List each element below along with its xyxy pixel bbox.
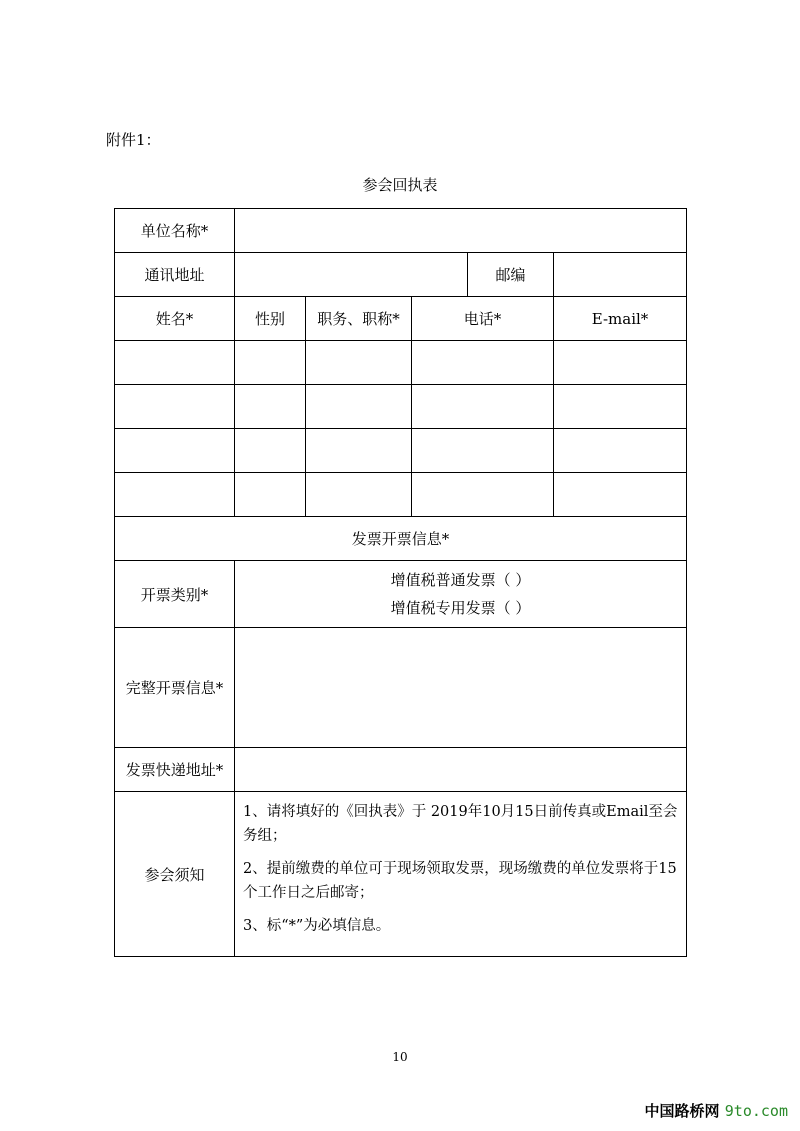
header-position: 职务、职称* bbox=[306, 297, 412, 341]
header-name: 姓名* bbox=[115, 297, 235, 341]
attendee-gender-cell[interactable] bbox=[235, 385, 306, 429]
watermark-text: 中国路桥网 bbox=[644, 1102, 720, 1120]
attendee-phone-cell[interactable] bbox=[412, 473, 554, 517]
attendee-phone-cell[interactable] bbox=[412, 341, 554, 385]
attendee-position-cell[interactable] bbox=[306, 429, 412, 473]
postcode-field[interactable] bbox=[554, 253, 687, 297]
attendee-phone-cell[interactable] bbox=[412, 385, 554, 429]
invoice-full-info-row bbox=[115, 628, 687, 748]
invoice-option-special[interactable]: 增值税专用发票（ ） bbox=[390, 599, 531, 617]
notice-row bbox=[115, 792, 687, 957]
attendee-name-cell[interactable] bbox=[115, 341, 235, 385]
attendee-row bbox=[115, 429, 687, 473]
attendee-email-cell[interactable] bbox=[554, 473, 687, 517]
attendee-row bbox=[115, 341, 687, 385]
address-row bbox=[115, 253, 687, 297]
header-phone: 电话* bbox=[412, 297, 554, 341]
header-email: E-mail* bbox=[554, 297, 687, 341]
attendee-phone-cell[interactable] bbox=[412, 429, 554, 473]
attendee-name-cell[interactable] bbox=[115, 473, 235, 517]
address-field[interactable] bbox=[235, 253, 468, 297]
attendee-name-cell[interactable] bbox=[115, 429, 235, 473]
notice-item: 3、标“*”为必填信息。 bbox=[243, 918, 391, 934]
attendee-email-cell[interactable] bbox=[554, 385, 687, 429]
attendee-email-cell[interactable] bbox=[554, 341, 687, 385]
form-title: 参会回执表 bbox=[362, 176, 438, 194]
attendee-position-cell[interactable] bbox=[306, 341, 412, 385]
unit-name-row bbox=[115, 209, 687, 253]
invoice-delivery-row bbox=[115, 748, 687, 792]
notice-item: 2、提前缴费的单位可于现场领取发票，现场缴费的单位发票将于15个工作日之后邮寄； bbox=[243, 861, 677, 901]
site-watermark bbox=[645, 1100, 788, 1121]
notice-item: 1、请将填好的《回执表》于 2019年10月15日前传真或Email至会务组； bbox=[243, 804, 678, 844]
invoice-full-info-field[interactable] bbox=[235, 628, 687, 748]
invoice-delivery-label: 发票快递地址* bbox=[115, 748, 235, 792]
attendee-row bbox=[115, 473, 687, 517]
invoice-delivery-field[interactable] bbox=[235, 748, 687, 792]
unit-name-field[interactable] bbox=[235, 209, 687, 253]
attendee-gender-cell[interactable] bbox=[235, 429, 306, 473]
invoice-full-info-label: 完整开票信息* bbox=[115, 628, 235, 748]
attendee-gender-cell[interactable] bbox=[235, 473, 306, 517]
notice-content bbox=[235, 792, 687, 957]
invoice-section-row bbox=[115, 517, 687, 561]
attendee-row bbox=[115, 385, 687, 429]
attachment-label: 附件1： bbox=[106, 131, 161, 149]
invoice-type-label: 开票类别* bbox=[115, 561, 235, 628]
notice-label: 参会须知 bbox=[115, 792, 235, 957]
invoice-type-row bbox=[115, 561, 687, 628]
attendee-gender-cell[interactable] bbox=[235, 341, 306, 385]
invoice-type-options bbox=[235, 561, 687, 628]
invoice-option-general[interactable]: 增值税普通发票（ ） bbox=[390, 571, 531, 589]
attendee-email-cell[interactable] bbox=[554, 429, 687, 473]
page-number: 10 bbox=[392, 1050, 408, 1064]
attendee-header-row bbox=[115, 297, 687, 341]
attendee-name-cell[interactable] bbox=[115, 385, 235, 429]
address-label: 通讯地址 bbox=[115, 253, 235, 297]
attendee-position-cell[interactable] bbox=[306, 473, 412, 517]
header-gender: 性别 bbox=[235, 297, 306, 341]
registration-form-table bbox=[114, 208, 687, 957]
watermark-domain: 9to.com bbox=[724, 1102, 788, 1120]
postcode-label: 邮编 bbox=[468, 253, 554, 297]
invoice-section-heading: 发票开票信息* bbox=[115, 517, 687, 561]
attendee-position-cell[interactable] bbox=[306, 385, 412, 429]
unit-name-label: 单位名称* bbox=[115, 209, 235, 253]
